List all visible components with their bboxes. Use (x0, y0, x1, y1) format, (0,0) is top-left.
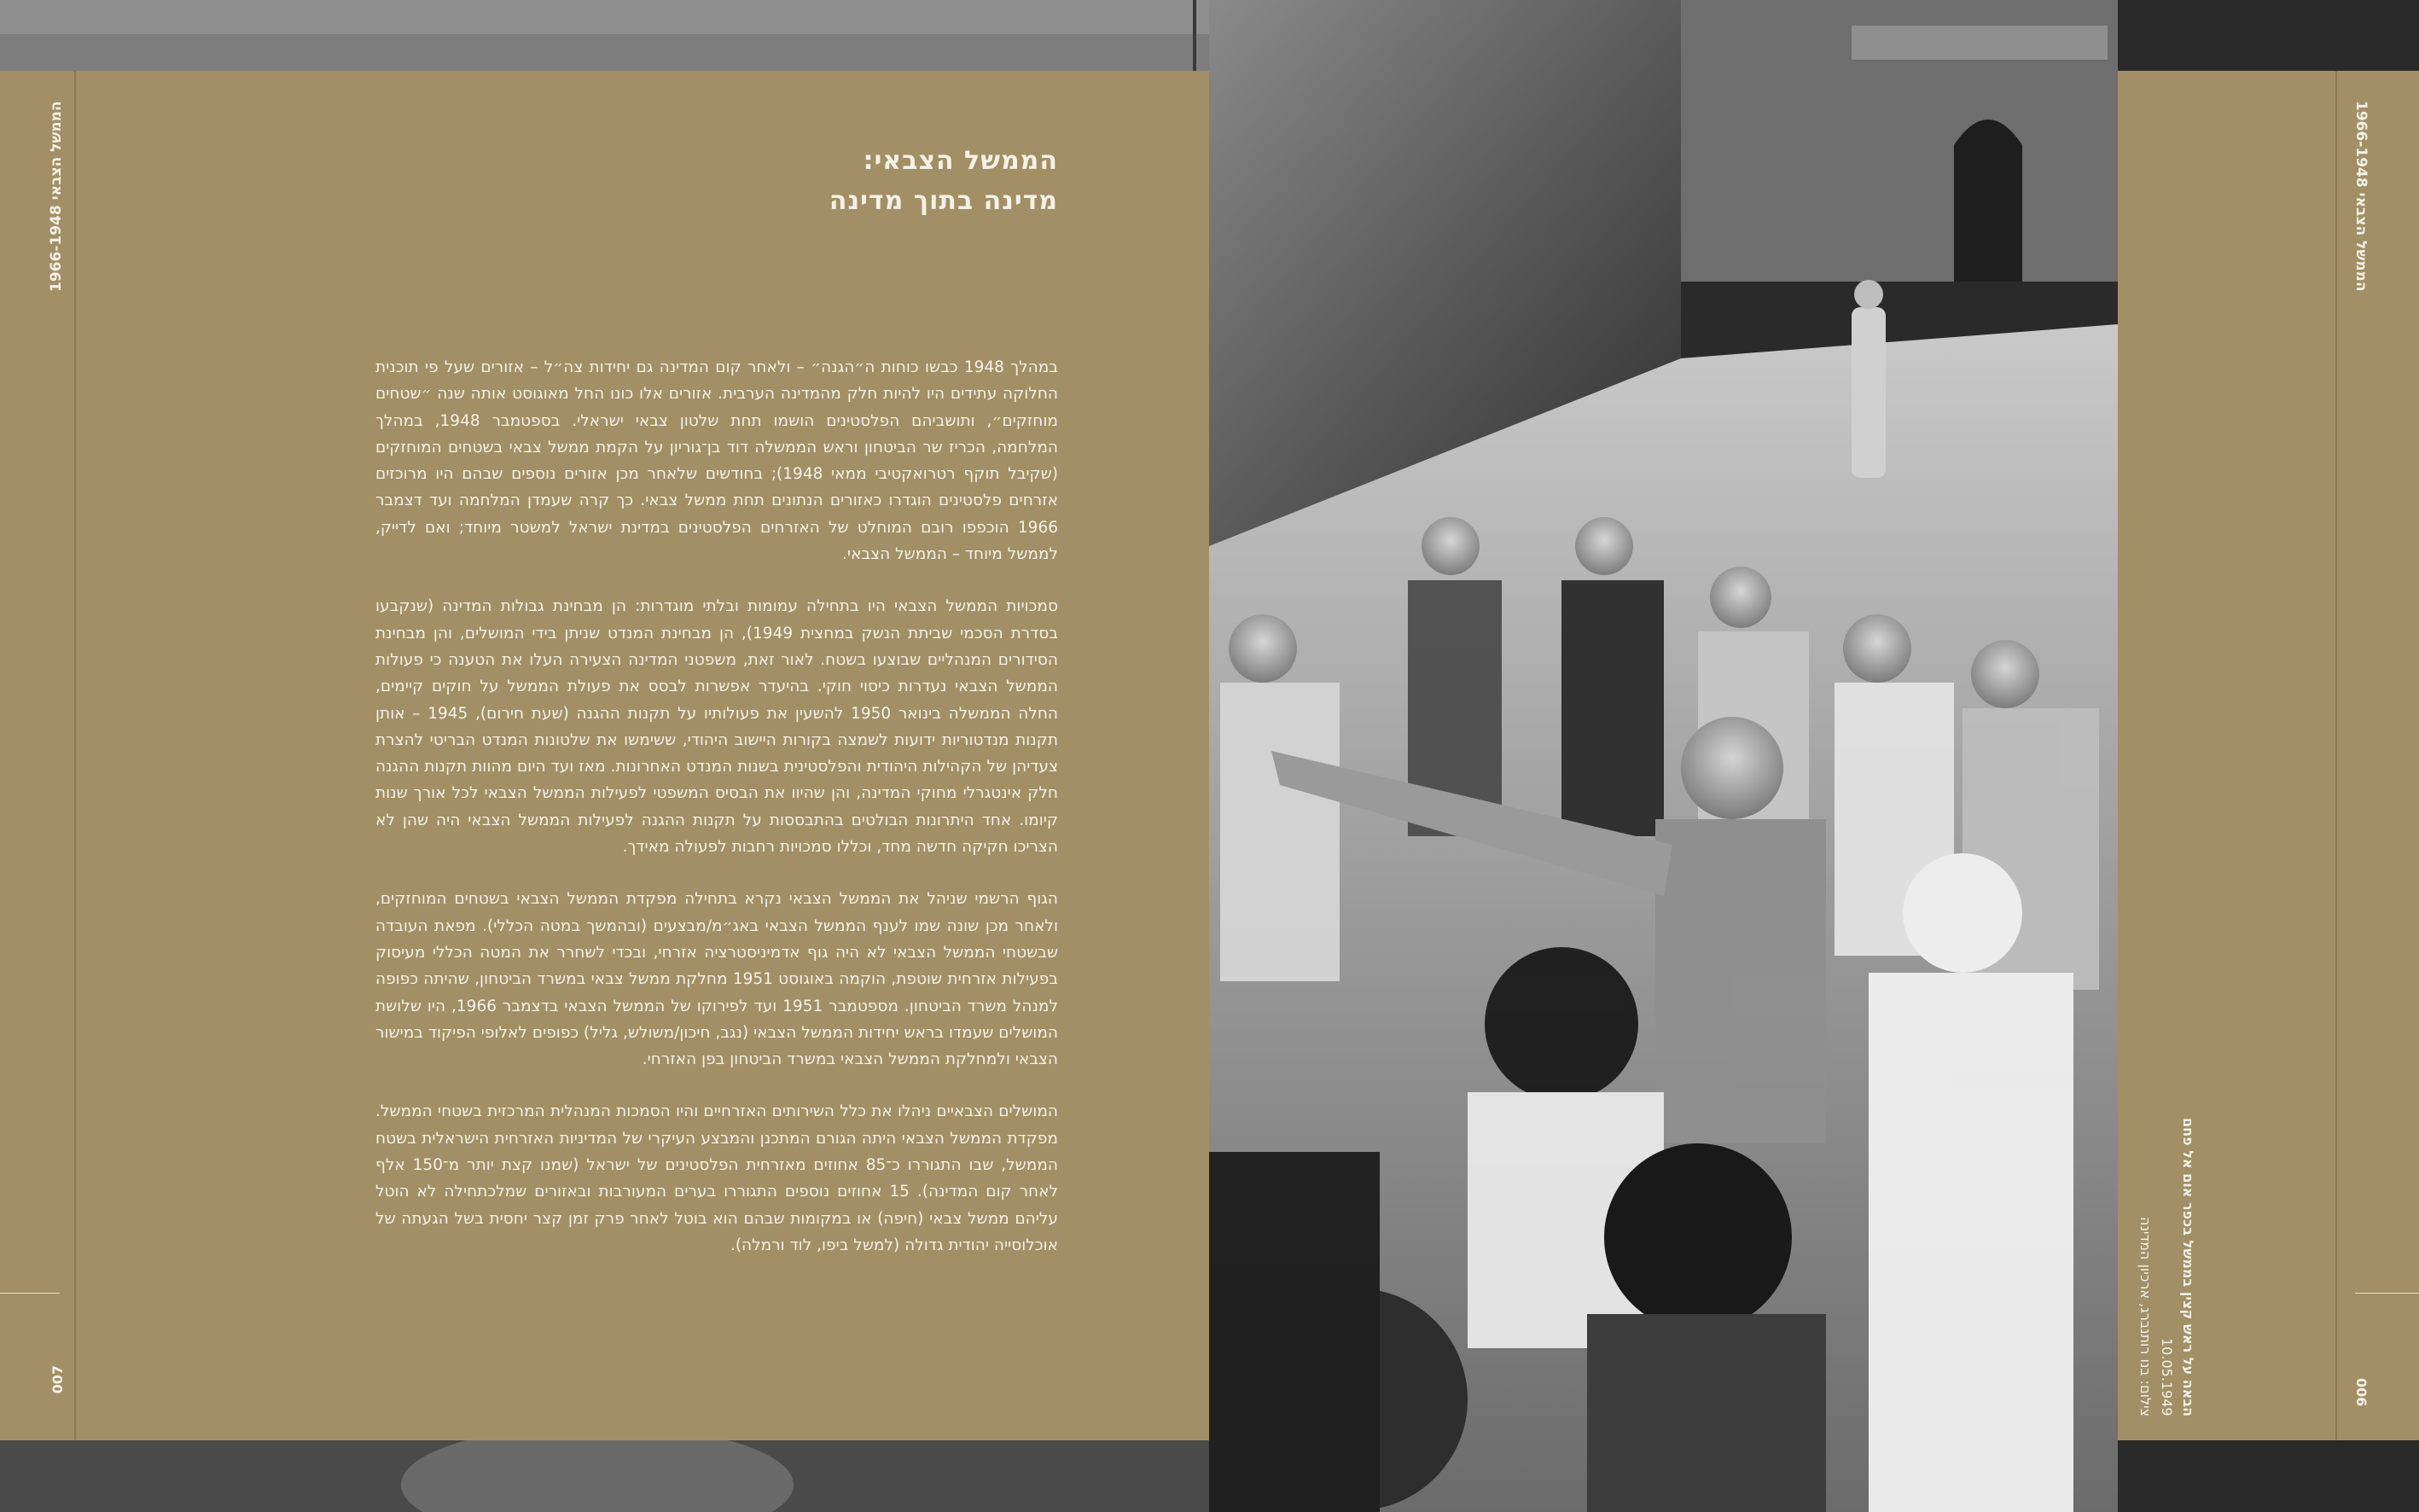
page-spine (1193, 0, 1196, 71)
paragraph: סמכויות הממשל הצבאי היו בתחילה עמומות ובלתי מוגדרות: הן מבחינת גבולות המדינה (שנקבעו בסדרת הסכמי שביתת הנשק במחצית 1949), הן מבחינת המנדט שניתן בידי המושלים, והן מבחינת הסידורים המנהליים שבוצעו בשטח. לאור זאת, משפטני המדינה הצעירה העלו את הטענה כי פעולות הממשל הצבאי נעדרות כיסוי חוקי. בהיעדר אפשרות לבסס את פעולת הממשל על חוקים קיימים, החלה הממשלה בינואר 1950 להשעין את פעולותיו על תקנות ההגנה (שעת חירום), 1945 – אותן תקנות מנדטוריות ידועות לשמצה בקורות היישוב היהודי, ששימשו את שלטונות המנדט הבריטי להצרת צעדיהן של הקהילות היהודית והפלסטינית בשנות המנדט האחרונות. מאז ועד היום מהוות תקנות ההגנה חלק אינטגרלי מחוקי המדינה, והן שהיוו את הבסיס המשפטי לפעילות הממשל הצבאי לכל אורך שנות קיומו. אחד היתרונות הבולטים בהתבססות על תקנות ההגנה לפעילות הממשל הצבאי היה שהן לא הצריכו חקיקה חדשה מחד, וכללו סמכויות רחבות לפעולה מאידך. (375, 597, 1059, 857)
left-running-head: הממשל הצבאי 1966-1948 (48, 101, 65, 292)
caption-date: 10.05.1949 (2159, 1338, 2175, 1416)
left-margin-rule (0, 1293, 60, 1294)
paragraph: במהלך 1948 כבשו כוחות ה״הגנה״ – ולאחר קום המדינה גם יחידות צה״ל – אזורים שעל פי תוכנית החלוקה עתידים היו להיות חלק מהמדינה הערבית. אזורים אלו כונו החל מאוגוסט אותה שנה ״שטחים מוחזקים״, ותושביהם הפלסטינים הושמו תחת שלטון צבאי ישראלי. בספטמבר 1948, במהלך המלחמה, הכריז שר הביטחון וראש הממשלה דוד בן־גוריון על הקמת ממשל צבאי בשטחים המוחזקים (שקיבל תוקף רטרואקטיבי ממאי 1948); בחודשים שלאחר מכן אזורים נוספים שבהם היו מרוכזים אזרחים פלסטינים הוגדרו כאזורים הנתונים תחת ממשל צבאי. כך קרה שעמדן המלחמה ועד דצמבר 1966 הוכפפו רובם המוחלט של האזרחים הפלסטינים במדינת ישראל למשטר מיוחד; ואם לדייק, לממשל מיוחד – הממשל הצבאי. (375, 358, 1058, 564)
photo-caption (2135, 1117, 2199, 1416)
right-margin-rule (2355, 1293, 2419, 1294)
left-page-number: 007 (49, 1365, 66, 1394)
right-running-head: הממשל הצבאי 1966-1948 (2352, 101, 2370, 292)
right-page-number: 006 (2353, 1378, 2370, 1407)
caption-line-1: הבאה על ראש קצין בממשל בכפר אום אל פחם (2180, 1117, 2196, 1416)
chapter-title-line-2: מדינה בתוך מדינה (829, 186, 1058, 216)
paragraph: המושלים הצבאיים ניהלו את כלל השירותים האזרחיים והיו הסמכות המנהלית המרכזית בשטחי הממשל. מפקדת הממשל הצבאי היתה הגורם המתכנן והמבצע העיקרי של המדיניות האזרחית הישראלית בשטח הממשל, שבו התגוררו כ־85 אחוזים מאזרחית הפלסטינים של ישראל (שמנו קצת יותר מ־150 אלף לאחר קום המדינה). 15 אחוזים נוספים התגוררו בערים המעורבות ובאזורים שמלכתחילה לא הוטל עליהם ממשל צבאי (חיפה) או במקומות שבהם הוא בוטל לאחר פרק זמן קצר יחסית בשל הגעתה של אוכלוסייה יהודית גדולה (למשל ביפו, לוד ורמלה). (375, 1102, 1059, 1254)
article-body (375, 354, 1058, 1284)
right-page-margin (2335, 71, 2419, 1440)
paragraph: הגוף הרשמי שניהל את הממשל הצבאי נקרא בתחילה מפקדת הממשל הצבאי בשטחים המוחזקים, ולאחר מכן שונה שמו לענף הממשל הצבאי באג״מ/מבצעים (ובהמשך במטה הכללי). מפאת העובדה שבשטחי הממשל הצבאי לא היה גוף אדמיניסטרציה אזרחי, ובכדי לשחרר את המטה הכללי מעיסוק בפעילות אזרחית שוטפת, הוקמה באוגוסט 1951 מחלקת ממשל צבאי במשרד הביטחון, שהיתה כפופה למנהל משרד הביטחון. מספטמבר 1951 ועד לפירוקו של הממשל הצבאי בדצמבר 1966, היו שלושת המושלים שעמדו בראש יחידות הממשל הצבאי (נגב, חיכון/משולש, גליל) כפופים לאלופי הפיקוד במישור הצבאי ולמחלקת הממשל הצבאי במשרד הביטחון בפן האזרחי. (375, 890, 1058, 1069)
chapter-title-line-1: הממשל הצבאי: (863, 146, 1058, 176)
chapter-title (205, 141, 1058, 221)
caption-credit: צילום: בנו רותנברג, ארכיון המדינה (2137, 1216, 2154, 1416)
